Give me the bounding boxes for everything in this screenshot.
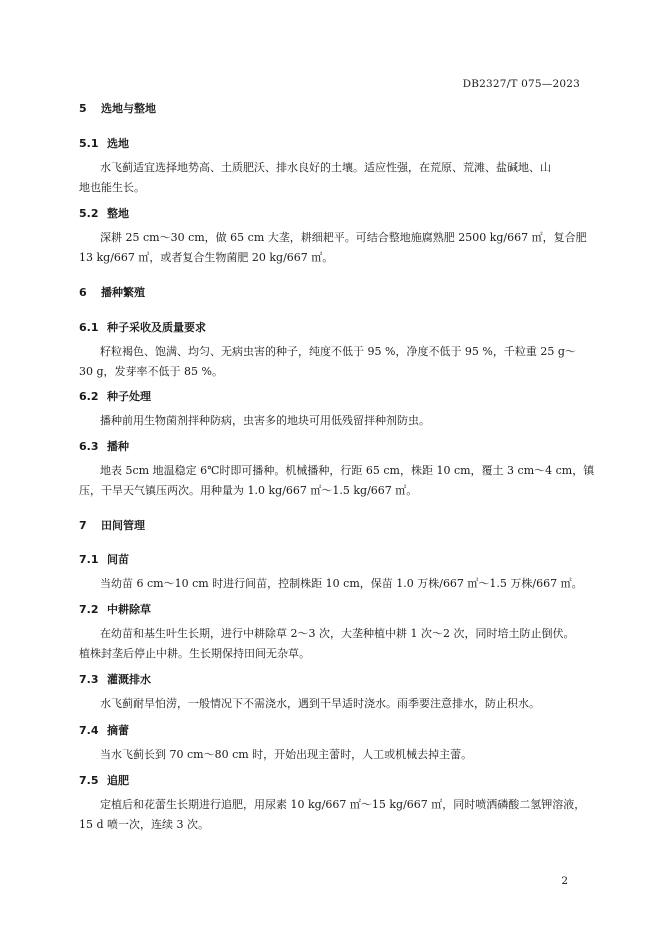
- paragraph-line: 当水飞蓟长到 70 cm～80 cm 时，开始出现主蕾时，人工或机械去掉主蕾。: [100, 748, 473, 761]
- paragraph-line: 13 kg/667 ㎡，或者复合生物菌肥 20 kg/667 ㎡。: [79, 251, 334, 264]
- subsection-number: 6.2: [79, 390, 99, 403]
- paragraph-line: 植株封垄后停止中耕。生长期保持田间无杂草。: [79, 647, 310, 660]
- section-number: 5: [79, 102, 87, 115]
- subsection-title: 摘蕾: [107, 724, 129, 737]
- subsection-number: 6.3: [79, 440, 99, 453]
- document-id-header: DB2327/T 075—2023: [462, 78, 580, 90]
- subsection-heading-7-4: [79, 722, 129, 738]
- section-title: 选地与整地: [101, 102, 156, 115]
- page-number: 2: [561, 875, 568, 887]
- subsection-heading-6-1: [79, 319, 206, 335]
- subsection-heading-6-2: [79, 388, 151, 404]
- paragraph-line: 定植后和花蕾生长期进行追肥，用尿素 10 kg/667 ㎡～15 kg/667 ㎡，同时喷洒磷酸二氢钾溶液，: [100, 798, 586, 811]
- subsection-number: 7.1: [79, 553, 99, 566]
- subsection-heading-7-3: [79, 671, 151, 687]
- paragraph-line: 水飞蓟耐旱怕涝，一般情况下不需浇水，遇到干旱适时浇水。雨季要注意排水，防止积水。: [100, 697, 540, 710]
- subsection-heading-7-1: [79, 551, 129, 567]
- subsection-heading-7-2: [79, 601, 151, 617]
- subsection-number: 5.1: [79, 137, 99, 150]
- subsection-number: 7.4: [79, 724, 99, 737]
- subsection-title: 种子采收及质量要求: [107, 321, 206, 334]
- subsection-title: 整地: [107, 207, 129, 220]
- section-number: 7: [79, 519, 87, 532]
- paragraph-line: 在幼苗和基生叶生长期，进行中耕除草 2～3 次，大垄种植中耕 1 次～2 次，同时培土防止倒伏。: [100, 627, 575, 640]
- subsection-heading-5-1: [79, 135, 129, 151]
- subsection-title: 间苗: [107, 553, 129, 566]
- section-number: 6: [79, 286, 87, 299]
- paragraph-line: 深耕 25 cm～30 cm，做 65 cm 大垄，耕细耙平。可结合整地施腐熟肥 2500 kg/667 ㎡，复合肥: [100, 231, 587, 244]
- subsection-title: 选地: [107, 137, 129, 150]
- paragraph-line: 籽粒褐色、饱满、均匀、无病虫害的种子，纯度不低于 95 %，净度不低于 95 %，千粒重 25 g～: [100, 345, 576, 358]
- subsection-number: 7.3: [79, 673, 99, 686]
- paragraph-line: 地也能生长。: [79, 181, 145, 194]
- paragraph-line: 水飞蓟适宜选择地势高、土质肥沃、排水良好的土壤。适应性强，在荒原、荒滩、盐碱地、山: [100, 161, 551, 174]
- subsection-title: 播种: [107, 440, 129, 453]
- section-title: 播种繁殖: [101, 286, 145, 299]
- section-heading-6: [79, 284, 145, 300]
- paragraph-line: 压，干旱天气镇压两次。用种量为 1.0 kg/667 ㎡～1.5 kg/667 ㎡。: [79, 484, 418, 497]
- section-heading-5: [79, 100, 156, 116]
- subsection-title: 灌溉排水: [107, 673, 151, 686]
- subsection-number: 6.1: [79, 321, 99, 334]
- paragraph-line: 地表 5cm 地温稳定 6℃时即可播种。机械播种，行距 65 cm，株距 10 cm，覆土 3 cm～4 cm，镇: [100, 464, 595, 477]
- subsection-heading-5-2: [79, 205, 129, 221]
- paragraph-line: 30 g，发芽率不低于 85 %。: [79, 365, 223, 378]
- section-title: 田间管理: [101, 519, 145, 532]
- subsection-number: 7.2: [79, 603, 99, 616]
- paragraph-line: 当幼苗 6 cm～10 cm 时进行间苗，控制株距 10 cm，保苗 1.0 万株/667 ㎡～1.5 万株/667 ㎡。: [100, 577, 583, 590]
- subsection-heading-6-3: [79, 438, 129, 454]
- paragraph-line: 15 d 喷一次，连续 3 次。: [79, 818, 210, 831]
- subsection-number: 5.2: [79, 207, 99, 220]
- subsection-heading-7-5: [79, 772, 129, 788]
- paragraph-line: 播种前用生物菌剂拌种防病，虫害多的地块可用低残留拌种剂防虫。: [100, 414, 430, 427]
- subsection-title: 追肥: [107, 774, 129, 787]
- section-heading-7: [79, 517, 145, 533]
- subsection-number: 7.5: [79, 774, 99, 787]
- subsection-title: 中耕除草: [107, 603, 151, 616]
- subsection-title: 种子处理: [107, 390, 151, 403]
